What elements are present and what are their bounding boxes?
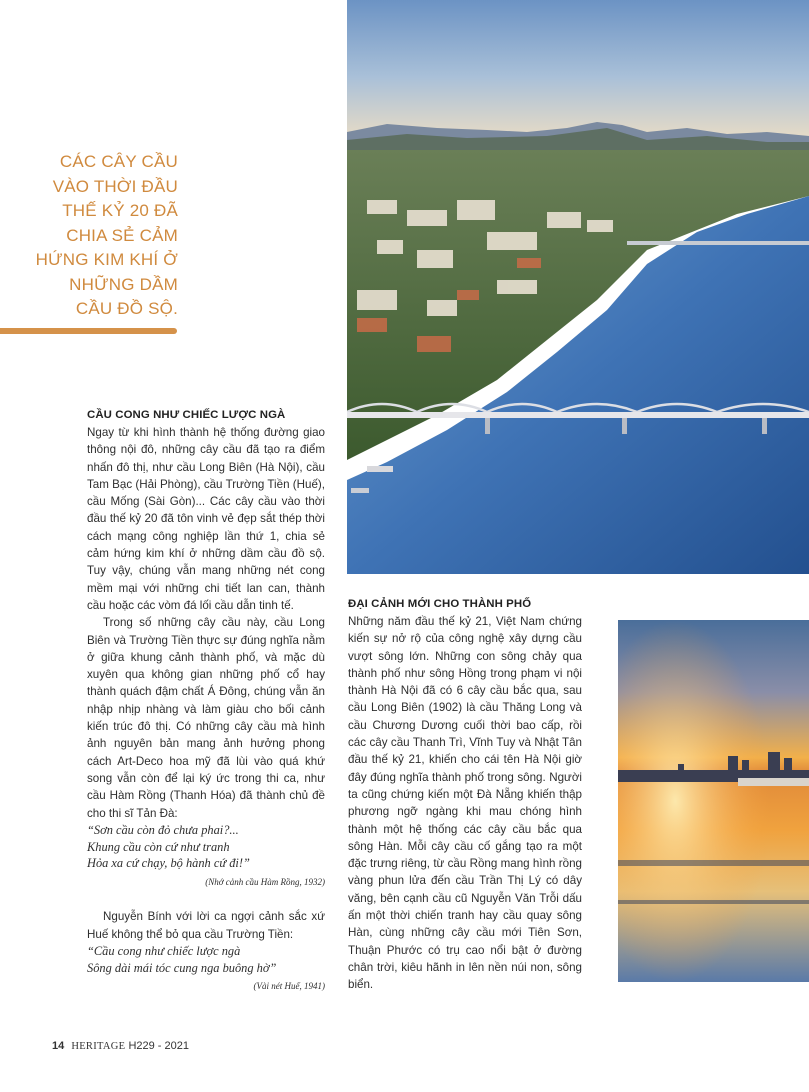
pull-quote-line: HỨNG KIM KHÍ Ở — [35, 250, 178, 269]
pull-quote-line: CHIA SẺ CẢM — [66, 225, 178, 245]
pull-quote-line: NHỮNG DẦM — [69, 274, 178, 294]
poem-citation: (Nhớ cảnh cầu Hàm Rồng, 1932) — [205, 877, 325, 888]
article-column-middle — [348, 596, 582, 994]
poem-line: Hỏa xa cứ chạy, bộ hành cứ đi!” — [87, 856, 250, 871]
body-paragraph: Ngay từ khi hình thành hệ thống đường giao thông nội đô, những cây cầu đã tạo ra điểm nhấn đô thị, như cầu Long Biên (Hà Nội), cầu Tam Bạc (Hải Phòng), cầu Trường Tiền (Huế), cầu Mống (Sài Gòn)... Các cây cầu vào thời đầu thế kỷ 20 đã tôn vinh vẻ đẹp sắt thép thời cách mạng công nghiệp lần thứ 1, chia sẻ cảm hứng kim khí ở những dầm cầu đồ sộ. Tuy vậy, chúng vẫn mang những nét cong mềm mại với những chi tiết lan can, thành cầu hoặc các vòm đá lối cầu dẫn tinh tế. — [87, 426, 325, 612]
poem-quote — [87, 943, 325, 977]
issue-number: H229 - 2021 — [128, 1040, 189, 1052]
pull-quote-line: CẦU ĐỒ SỘ. — [75, 299, 178, 318]
poem-line: Khung cầu còn cứ như tranh — [87, 839, 230, 854]
body-paragraph: Trong số những cây cầu này, cầu Long Biên và Trường Tiền thực sự đúng nghĩa nằm ở giữa khung cảnh thành phố, và mặc dù xuyên qua không gian những phố cổ hay thành quách đậm chất Á Đông, chúng vẫn ăn nhập nhịp nhàng và làm giàu cho bối cảnh kiến trúc đô thị. Có những cây cầu mà hình ảnh nguyên bản mang ảnh hưởng phong cách Art-Deco hoa mỹ đã lùi vào quá khứ song vẫn còn để lại ký ức trong thi ca, như cầu Hàm Rồng (Thanh Hóa) đã thành chủ đề cho thi sĩ Tản Đà: — [87, 616, 325, 820]
body-paragraph: Nguyễn Bính với lời ca ngợi cảnh sắc xứ Huế không thể bỏ qua cầu Trường Tiền: — [87, 910, 325, 941]
magazine-brand: HERITAGE — [71, 1041, 126, 1052]
aerial-bridge-photo — [347, 0, 809, 574]
accent-rule — [0, 328, 177, 334]
poem-quote — [87, 822, 325, 872]
poem-line: Sông dài mái tóc cung nga buông hờ” — [87, 960, 277, 975]
poem-citation: (Vài nét Huế, 1941) — [253, 981, 325, 992]
page-footer — [52, 1040, 189, 1052]
section-heading: CẦU CONG NHƯ CHIẾC LƯỢC NGÀ — [87, 409, 286, 421]
pull-quote-line: VÀO THỜI ĐẦU — [52, 176, 178, 196]
pull-quote-line: THẾ KỶ 20 ĐÃ — [62, 201, 178, 220]
pull-quote — [30, 150, 178, 322]
sunset-skyline-photo — [618, 620, 809, 982]
poem-line: “Sơn cầu còn đỏ chưa phai?... — [87, 822, 239, 837]
pull-quote-line: CÁC CÂY CẦU — [59, 152, 178, 171]
poem-line: “Cầu cong như chiếc lược ngà — [87, 943, 241, 958]
article-column-left — [87, 407, 325, 994]
section-heading: ĐẠI CẢNH MỚI CHO THÀNH PHỐ — [348, 598, 532, 610]
page-number: 14 — [52, 1040, 65, 1052]
body-paragraph: Những năm đầu thế kỷ 21, Việt Nam chứng kiến sự nở rộ của công nghệ xây dựng cầu vượt sông lớn. Những con sông chảy qua thành phố như sông Hồng trong phạm vi nội thành Hà Nội đã có 6 cây cầu bắc qua, sau cầu Long Biên (1902) là cầu Thăng Long và cầu Chương Dương cuối thời bao cấp, rồi các cây cầu Thanh Trì, Vĩnh Tuy và Nhật Tân đầu thế kỷ 21, khiến cho cái tên Hà Nội giờ đây đúng nghĩa thành phố trong sông. Người ta cũng chứng kiến một Đà Nẵng khiến thập phương ngỡ ngàng khi mau chóng hình thành một hệ thống các cây cầu bắc qua sông Hàn. Mỗi cây cầu cố gắng tạo ra một đặc trưng riêng, từ cầu Rồng mang hình rồng vàng phun lửa đến cầu Trần Thị Lý có dây văng, bên cạnh cầu cũ Nguyễn Văn Trỗi dấu ấn một thời chiến tranh hay cầu quay sông Hàn, cùng những cây cầu mới Tiên Sơn, Thuận Phước có trụ cao nổi bật ở đường chân trời, kiêu hãnh in lên nền núi non, sông biển. — [348, 615, 582, 992]
